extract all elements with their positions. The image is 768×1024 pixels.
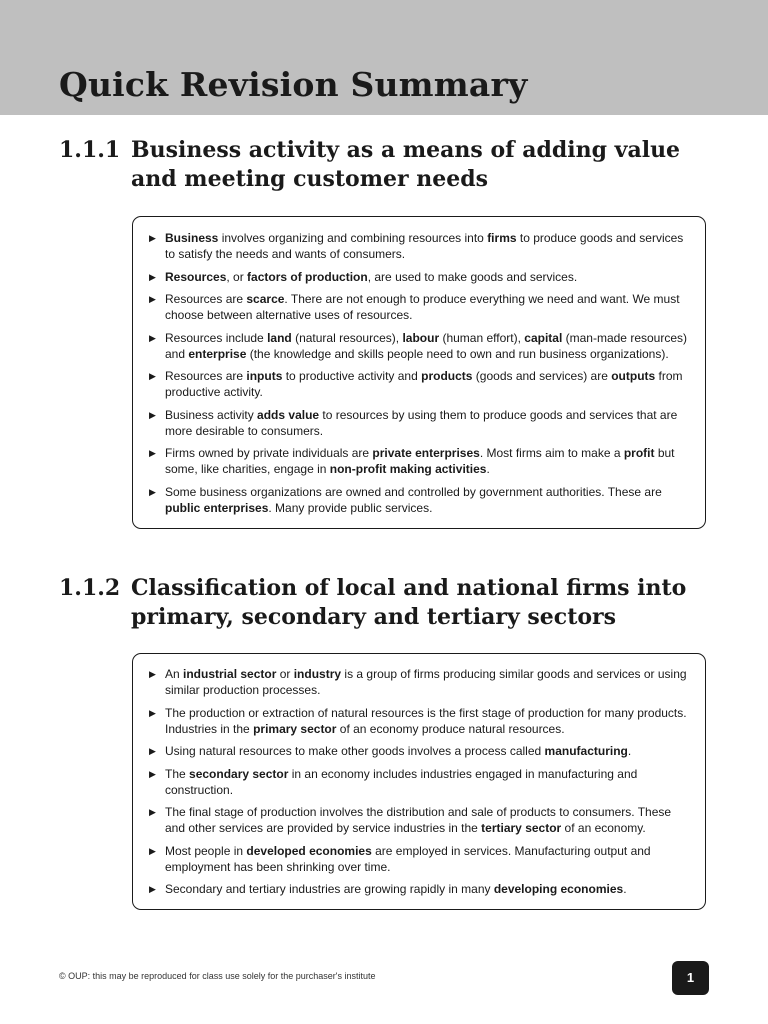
bullet-item: [133, 291, 705, 323]
bullet-item: [133, 269, 705, 285]
bullet-text: .: [627, 744, 632, 758]
key-term: public enterprises: [165, 500, 269, 515]
bullet-text: to resources by using them to produce goods and services that are more desirable to consumers.: [165, 407, 678, 438]
right-triangle-icon: ▶: [149, 448, 156, 458]
right-triangle-icon: ▶: [149, 884, 156, 894]
bullet-text: is a group of firms producing similar goods and services or using similar production processes.: [165, 667, 687, 697]
bullet-text: . Most firms aim to make a: [479, 446, 624, 460]
bullet-text: An: [165, 667, 184, 681]
key-term: manufacturing: [544, 744, 628, 758]
bullet-text: but some, like charities, engage in: [165, 446, 675, 476]
key-term: Business: [165, 231, 219, 245]
bullet-text: .: [623, 882, 627, 896]
key-term: developed economies: [246, 843, 372, 858]
bullet-text: Resources include: [165, 330, 268, 345]
bullet-text: (goods and services) are: [472, 369, 612, 383]
key-term: industry: [293, 667, 342, 681]
key-term: industrial sector: [183, 667, 277, 681]
bullet-text: are employed in services. Manufacturing output and employment has been shrinking over time.: [165, 843, 651, 874]
summary-box-2: [132, 653, 706, 910]
bullet-item: [133, 705, 705, 737]
bullet-text: involves organizing and combining resources into: [218, 231, 488, 245]
key-term: labour: [402, 330, 440, 345]
key-term: Resources: [165, 269, 227, 284]
key-term: adds value: [257, 407, 320, 422]
copyright-footer: © OUP: this may be reproduced for class use solely for the purchaser's institute: [59, 971, 376, 981]
bullet-list: [133, 666, 705, 897]
key-term: firms: [487, 231, 517, 245]
bullet-text: from productive activity.: [165, 369, 683, 399]
bullet-item: [133, 666, 705, 698]
bullet-item: [133, 881, 705, 897]
bullet-text: to produce goods and services to satisfy the needs and wants of consumers.: [165, 231, 684, 261]
right-triangle-icon: ▶: [149, 294, 156, 304]
page-number: 1: [672, 961, 709, 995]
key-term: tertiary sector: [481, 821, 562, 835]
key-term: factors of production: [247, 269, 368, 284]
bullet-text: (the knowledge and skills people need to own and run business organizations).: [246, 346, 669, 361]
bullet-text: , are used to make goods and services.: [367, 269, 578, 284]
bullet-text: The: [165, 766, 190, 781]
key-term: developing economies: [493, 882, 624, 896]
bullet-item: [133, 330, 705, 362]
right-triangle-icon: ▶: [149, 746, 156, 756]
bullet-text: Business activity: [165, 407, 258, 422]
right-triangle-icon: ▶: [149, 371, 156, 381]
bullet-text: , or: [226, 269, 248, 284]
bullet-item: [133, 804, 705, 836]
summary-box-1: [132, 216, 706, 529]
bullet-item: [133, 407, 705, 439]
bullet-text: Resources are: [165, 369, 247, 383]
key-term: products: [421, 369, 473, 383]
bullet-text: Using natural resources to make other goods involves a process called: [165, 744, 545, 758]
section-heading-1: [59, 136, 691, 194]
section-number: 1.1.2: [59, 575, 121, 601]
bullet-text: (natural resources),: [291, 330, 403, 345]
bullet-text: to productive activity and: [282, 369, 422, 383]
right-triangle-icon: ▶: [149, 768, 156, 779]
bullet-text: (man-made resources) and: [165, 330, 688, 361]
bullet-text: The final stage of production involves the distribution and sale of products to consumers. These and other services are provided by service industries in the: [165, 805, 672, 835]
section-title: Classification of local and national firms into primary, secondary and tertiary sectors: [131, 575, 687, 630]
right-triangle-icon: ▶: [149, 409, 156, 420]
bullet-item: [133, 843, 705, 875]
key-term: private enterprises: [372, 446, 480, 460]
key-term: scarce: [246, 292, 285, 306]
key-term: inputs: [246, 369, 283, 383]
bullet-text: Some business organizations are owned and controlled by government authorities. These are: [165, 484, 662, 499]
right-triangle-icon: ▶: [149, 707, 156, 718]
right-triangle-icon: ▶: [149, 332, 156, 343]
bullet-text: . Many provide public services.: [268, 500, 433, 515]
key-term: land: [267, 330, 292, 345]
bullet-text: (human effort),: [439, 330, 525, 345]
bullet-item: [133, 743, 705, 759]
bullet-text: The production or extraction of natural resources is the first stage of production for many products. Industries in the: [165, 705, 687, 736]
bullet-text: Resources are: [165, 292, 247, 306]
key-term: secondary sector: [189, 766, 289, 781]
bullet-item: [133, 445, 705, 477]
bullet-text: or: [276, 667, 294, 681]
key-term: outputs: [611, 369, 656, 383]
right-triangle-icon: ▶: [149, 807, 156, 817]
bullet-text: . There are not enough to produce everything we need and want. We must choose between alternative uses of resources.: [165, 292, 680, 322]
bullet-text: .: [486, 462, 490, 476]
key-term: capital: [524, 330, 563, 345]
section-heading-2: [59, 574, 691, 632]
right-triangle-icon: ▶: [149, 486, 156, 497]
key-term: primary sector: [253, 721, 337, 736]
page-title: Quick Revision Summary: [59, 65, 528, 104]
right-triangle-icon: ▶: [149, 271, 156, 282]
bullet-item: [133, 484, 705, 516]
bullet-text: Firms owned by private individuals are: [165, 446, 373, 460]
bullet-item: [133, 230, 705, 262]
bullet-item: [133, 766, 705, 798]
bullet-item: [133, 368, 705, 400]
bullet-text: Secondary and tertiary industries are growing rapidly in many: [165, 882, 494, 896]
section-title: Business activity as a means of adding value and meeting customer needs: [131, 137, 681, 192]
right-triangle-icon: ▶: [149, 845, 156, 856]
bullet-text: of an economy produce natural resources.: [336, 721, 565, 736]
key-term: profit: [623, 446, 655, 460]
section-number: 1.1.1: [59, 137, 121, 163]
right-triangle-icon: ▶: [149, 233, 156, 243]
bullet-text: in an economy includes industries engaged in manufacturing and construction.: [165, 766, 638, 797]
bullet-text: Most people in: [165, 843, 247, 858]
bullet-list: [133, 230, 705, 516]
right-triangle-icon: ▶: [149, 669, 156, 679]
bullet-text: of an economy.: [561, 821, 646, 835]
key-term: enterprise: [188, 346, 247, 361]
key-term: non-profit making activities: [329, 462, 487, 476]
